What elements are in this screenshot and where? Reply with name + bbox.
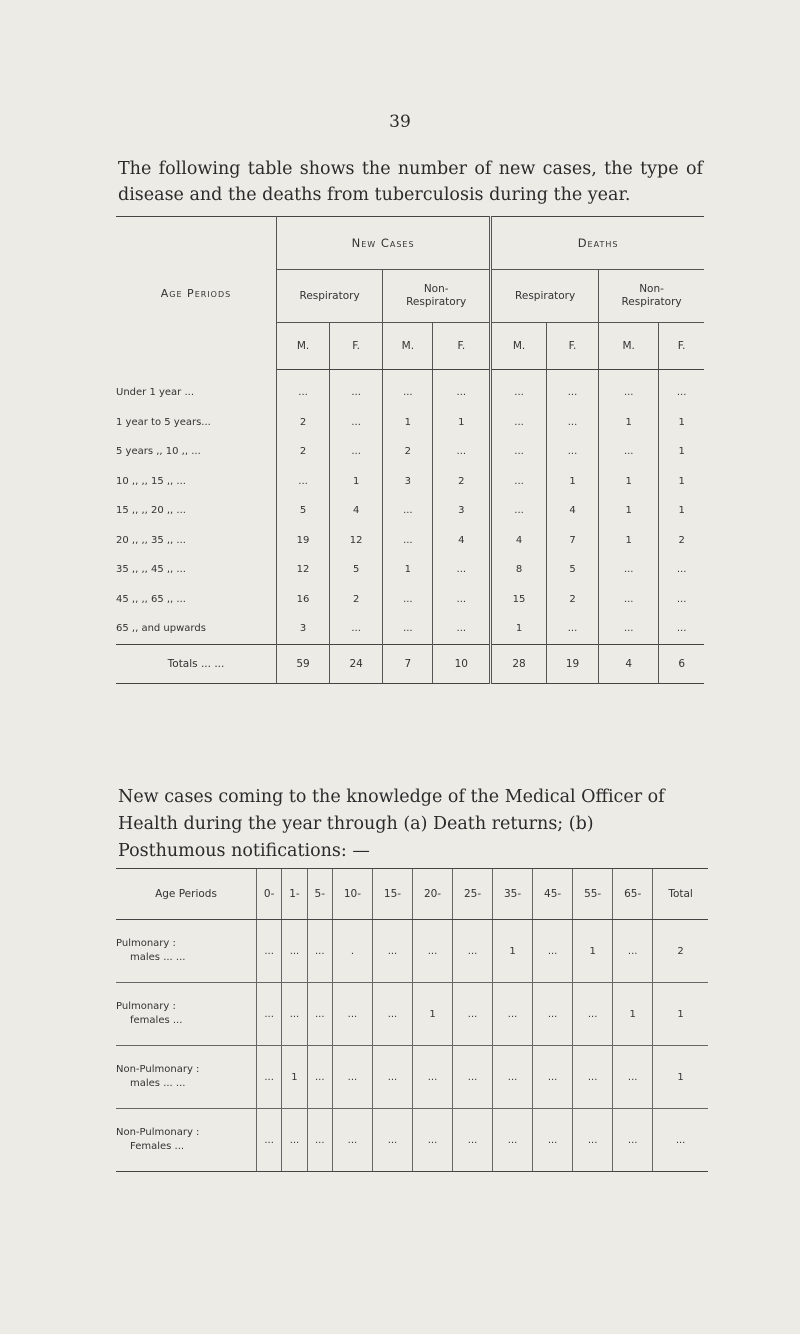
header-age-col: 15- — [372, 869, 412, 920]
posthumous-table — [116, 868, 708, 1172]
header-f: F. — [546, 323, 598, 370]
cell-value: ... — [383, 496, 433, 526]
cell-value: 2 — [546, 585, 598, 615]
cell-value: ... — [307, 983, 332, 1046]
cell-value: 1 — [653, 983, 708, 1046]
cell-value: 2 — [299, 446, 307, 458]
cell-value: 3 — [383, 467, 433, 497]
cell-value: 4 — [433, 526, 491, 556]
row-label: 1 year to 5 years... — [116, 408, 277, 438]
cell-value: ... — [493, 1046, 533, 1109]
cell-value: 2 — [383, 437, 433, 467]
cell-value: ... — [383, 614, 433, 644]
cell-value: 4 — [330, 496, 383, 526]
header-m: M. — [383, 323, 433, 370]
cell-value: ... — [533, 1109, 573, 1172]
cell-value: 4 — [599, 644, 659, 683]
row-label-line2: Females ... — [130, 1141, 185, 1152]
table-row — [116, 983, 708, 1046]
cell-value: 1 — [659, 408, 704, 438]
cell-value: 19 — [546, 644, 598, 683]
cell-value: ... — [330, 614, 383, 644]
cell-value: ... — [493, 983, 533, 1046]
header-deaths-non-respiratory: Non- Respiratory — [599, 270, 704, 323]
cell-value: ... — [573, 1046, 613, 1109]
cell-value: ... — [546, 437, 598, 467]
cell-value: ... — [491, 496, 547, 526]
header-new-cases: New Cases — [277, 217, 491, 270]
cell-value: ... — [330, 437, 383, 467]
cell-value: ... — [298, 475, 308, 487]
cell-value: ... — [330, 408, 383, 438]
cell-value: 10 — [433, 644, 491, 683]
row-label — [116, 1109, 257, 1172]
cell-value: 1 — [613, 983, 653, 1046]
cell-value: ... — [573, 1109, 613, 1172]
cell-value: 3 — [299, 623, 307, 635]
cell-value: 2 — [653, 920, 708, 983]
cell-value: ... — [659, 555, 704, 585]
cell-value: ... — [613, 1046, 653, 1109]
table-row — [116, 496, 704, 526]
page-number: 39 — [389, 112, 411, 132]
cell-value: 1 — [659, 496, 704, 526]
cell-value: 1 — [433, 408, 491, 438]
header-m: M. — [277, 323, 330, 370]
header-deaths: Deaths — [491, 217, 704, 270]
cell-value: 6 — [659, 644, 704, 683]
header-m: M. — [491, 323, 547, 370]
cell-value: ... — [599, 614, 659, 644]
cell-value: 16 — [296, 593, 310, 605]
header-deaths-respiratory: Respiratory — [491, 270, 599, 323]
cell-value: 8 — [491, 555, 547, 585]
cell-value: 1 — [573, 920, 613, 983]
header-new-non-respiratory: Non- Respiratory — [383, 270, 491, 323]
header-age-col: 45- — [533, 869, 573, 920]
cell-value: ... — [533, 983, 573, 1046]
cell-value: ... — [533, 920, 573, 983]
cell-value: ... — [257, 1109, 282, 1172]
cell-value: ... — [257, 1046, 282, 1109]
row-label-line1: Pulmonary : — [116, 1001, 176, 1012]
cell-value: 1 — [546, 467, 598, 497]
table-row — [116, 614, 704, 644]
cell-value: 1 — [383, 408, 433, 438]
cell-value: 2 — [433, 467, 491, 497]
cell-value: ... — [257, 920, 282, 983]
cell-value: ... — [491, 370, 547, 408]
table-row — [116, 408, 704, 438]
cell-value: ... — [453, 920, 493, 983]
cell-value: 1 — [599, 467, 659, 497]
cell-value: ... — [282, 920, 307, 983]
cell-value: ... — [491, 408, 547, 438]
table-row — [116, 467, 704, 497]
cell-value: ... — [332, 1109, 372, 1172]
cell-value: ... — [491, 437, 547, 467]
table-row — [116, 526, 704, 556]
cell-value: ... — [413, 1109, 453, 1172]
cell-value: ... — [546, 614, 598, 644]
cell-value: 1 — [659, 437, 704, 467]
header-age-col: 20- — [413, 869, 453, 920]
cell-value: . — [332, 920, 372, 983]
row-label — [116, 920, 257, 983]
cell-value: ... — [332, 1046, 372, 1109]
cell-value: ... — [413, 920, 453, 983]
cell-value: ... — [659, 585, 704, 615]
table-row — [116, 585, 704, 615]
cell-value: 1 — [599, 526, 659, 556]
cell-value: 4 — [546, 496, 598, 526]
cell-value: 5 — [546, 555, 598, 585]
cell-value: ... — [599, 437, 659, 467]
cell-value: ... — [599, 555, 659, 585]
cell-value: 59 — [277, 644, 330, 683]
cell-value: 2 — [299, 416, 307, 428]
cell-value: ... — [330, 370, 383, 408]
row-label: 20 ,, ,, 35 ,, ... — [116, 526, 277, 556]
cell-value: 2 — [659, 526, 704, 556]
row-label-line2: females ... — [130, 1015, 183, 1026]
cell-value: ... — [659, 370, 704, 408]
row-label-line1: Pulmonary : — [116, 938, 176, 949]
cell-value: 2 — [330, 585, 383, 615]
cell-value: 1 — [493, 920, 533, 983]
cell-value: 15 — [491, 585, 547, 615]
cell-value: ... — [546, 370, 598, 408]
cell-value: ... — [383, 370, 433, 408]
row-label: 65 ,, and upwards — [116, 614, 277, 644]
cell-value: ... — [433, 555, 491, 585]
header-age-periods: Age Periods — [116, 869, 257, 920]
row-label: 10 ,, ,, 15 ,, ... — [116, 467, 277, 497]
row-label: Under 1 year ... — [116, 370, 277, 408]
cell-value: ... — [413, 1046, 453, 1109]
cell-value: ... — [493, 1109, 533, 1172]
cell-value: 1 — [599, 408, 659, 438]
cell-value: ... — [659, 614, 704, 644]
cell-value: 7 — [383, 644, 433, 683]
cell-value: ... — [433, 370, 491, 408]
cell-value: ... — [433, 437, 491, 467]
header-age-col: 25- — [453, 869, 493, 920]
table-row — [116, 555, 704, 585]
row-label: 15 ,, ,, 20 ,, ... — [116, 496, 277, 526]
row-label — [116, 1046, 257, 1109]
cell-value: ... — [383, 526, 433, 556]
cell-value: ... — [372, 1046, 412, 1109]
cell-value: ... — [433, 585, 491, 615]
cell-value: 5 — [299, 505, 307, 517]
cell-value: 1 — [383, 555, 433, 585]
header-age-col: 65- — [613, 869, 653, 920]
cell-value: ... — [546, 408, 598, 438]
cell-value: 12 — [296, 564, 310, 576]
row-label — [116, 983, 257, 1046]
cell-value: ... — [383, 585, 433, 615]
header-age-col: 0- — [257, 869, 282, 920]
cell-value: ... — [282, 1109, 307, 1172]
cell-value: 1 — [413, 983, 453, 1046]
table-row — [116, 1046, 708, 1109]
cell-value: 24 — [330, 644, 383, 683]
table-row — [116, 1109, 708, 1172]
header-age-periods: Age Periods — [116, 217, 277, 370]
row-label-line1: Non-Pulmonary : — [116, 1064, 200, 1075]
cell-value: ... — [372, 983, 412, 1046]
totals-row — [116, 644, 704, 683]
row-label-line2: males ... ... — [130, 1078, 186, 1089]
cell-value: ... — [257, 983, 282, 1046]
cell-value: ... — [298, 387, 308, 399]
header-age-col: 35- — [493, 869, 533, 920]
cell-value: 7 — [546, 526, 598, 556]
cell-value: 4 — [491, 526, 547, 556]
cell-value: 12 — [330, 526, 383, 556]
header-age-col: 5- — [307, 869, 332, 920]
cell-value: 19 — [296, 534, 310, 546]
header-f: F. — [330, 323, 383, 370]
cell-value: ... — [332, 983, 372, 1046]
header-f: F. — [433, 323, 491, 370]
cell-value: 28 — [491, 644, 547, 683]
cell-value: ... — [307, 920, 332, 983]
cell-value: ... — [453, 983, 493, 1046]
row-label-line1: Non-Pulmonary : — [116, 1127, 200, 1138]
cell-value: ... — [372, 1109, 412, 1172]
cell-value: 1 — [599, 496, 659, 526]
intro-paragraph-2: New cases coming to the knowledge of the Medical Officer of Health during the year through (a) Death returns; (b) Posthumous notifications: — — [118, 787, 665, 861]
row-label-line2: males ... ... — [130, 952, 186, 963]
cell-value: ... — [613, 1109, 653, 1172]
cell-value: ... — [282, 983, 307, 1046]
header-age-col: 1- — [282, 869, 307, 920]
table-row — [116, 370, 704, 408]
table-row — [116, 437, 704, 467]
header-new-respiratory: Respiratory — [277, 270, 383, 323]
cell-value: ... — [372, 920, 412, 983]
row-label: 45 ,, ,, 65 ,, ... — [116, 585, 277, 615]
cell-value: ... — [653, 1109, 708, 1172]
cell-value: 1 — [653, 1046, 708, 1109]
cell-value: ... — [599, 585, 659, 615]
cell-value: ... — [453, 1046, 493, 1109]
cell-value: 1 — [491, 614, 547, 644]
cell-value: ... — [433, 614, 491, 644]
cell-value: ... — [307, 1109, 332, 1172]
intro-paragraph: The following table shows the number of new cases, the type of disease and the deaths from tuberculosis during the year. — [118, 159, 703, 205]
cell-value: 1 — [330, 467, 383, 497]
cell-value: 3 — [433, 496, 491, 526]
table-row — [116, 920, 708, 983]
row-label: 35 ,, ,, 45 ,, ... — [116, 555, 277, 585]
row-label: Totals ... ... — [116, 644, 277, 683]
cell-value: ... — [307, 1046, 332, 1109]
header-age-col: Total — [653, 869, 708, 920]
cell-value: ... — [453, 1109, 493, 1172]
header-f: F. — [659, 323, 704, 370]
cell-value: 1 — [282, 1046, 307, 1109]
header-age-col: 10- — [332, 869, 372, 920]
tuberculosis-table — [116, 216, 704, 684]
cell-value: ... — [533, 1046, 573, 1109]
cell-value: 5 — [330, 555, 383, 585]
header-age-col: 55- — [573, 869, 613, 920]
cell-value: ... — [491, 467, 547, 497]
cell-value: ... — [613, 920, 653, 983]
header-m: M. — [599, 323, 659, 370]
cell-value: 1 — [659, 467, 704, 497]
cell-value: ... — [573, 983, 613, 1046]
cell-value: ... — [599, 370, 659, 408]
row-label: 5 years ,, 10 ,, ... — [116, 437, 277, 467]
